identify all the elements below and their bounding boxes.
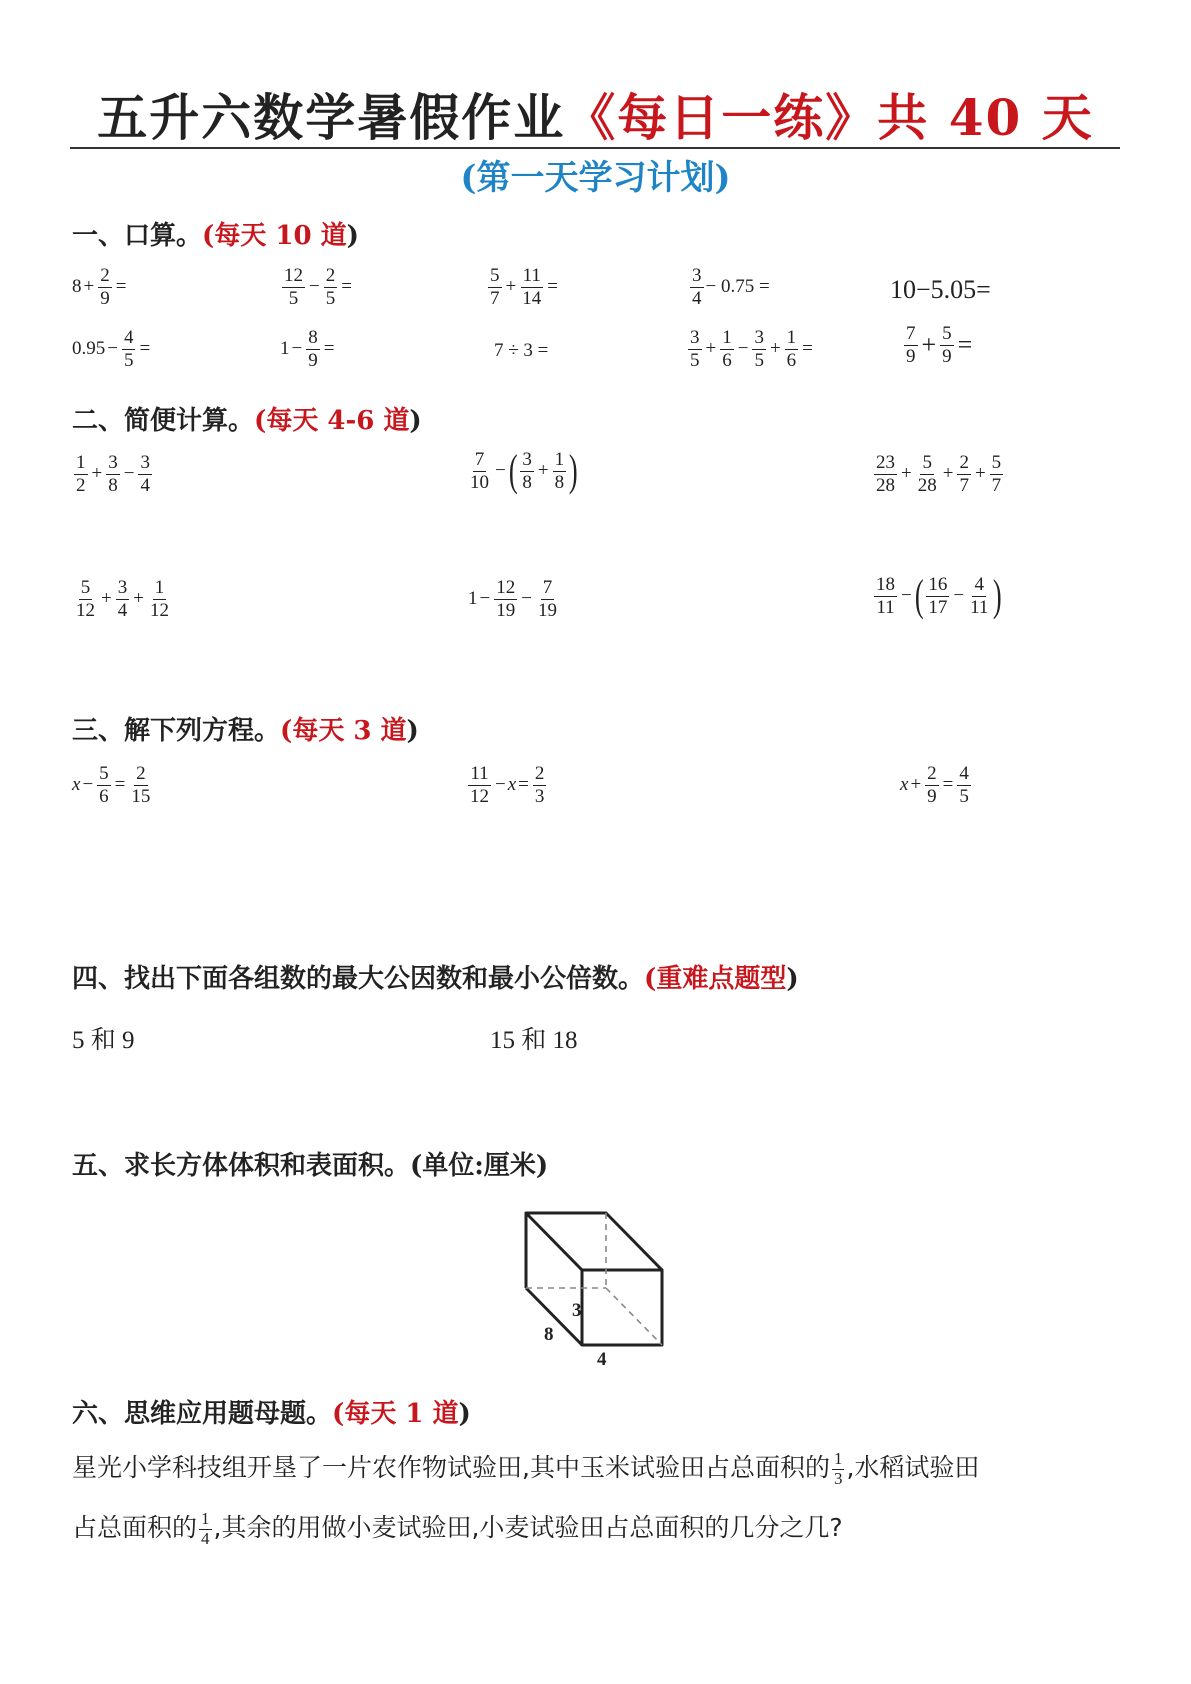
problem-text: 占总面积的: [72, 1513, 198, 1542]
section-heading-word-problem: [72, 1393, 471, 1430]
fraction: [488, 265, 502, 310]
simplify-problem-2: [466, 446, 579, 496]
denominator: 28: [876, 474, 895, 496]
operator: −: [495, 460, 506, 482]
mental-question-1: [72, 265, 128, 310]
numerator: 3: [117, 577, 128, 598]
numerator: 4: [974, 574, 984, 595]
operator: +: [101, 588, 112, 610]
fraction: [968, 574, 990, 619]
page-title: [0, 78, 1191, 150]
denominator: 15: [131, 785, 151, 807]
fraction: [148, 577, 171, 622]
problem-text: 星光小学科技组开垦了一片农作物试验田,其中玉米试验田占总面积的: [72, 1453, 830, 1482]
numerator: 1: [833, 1448, 843, 1468]
numerator: 1: [722, 327, 732, 348]
fraction: [926, 574, 949, 619]
problem-text: ,其余的用做小麦试验田,小麦试验田占总面积的几分之几?: [213, 1513, 843, 1542]
denominator: 7: [959, 474, 969, 496]
denominator: 5: [123, 349, 134, 371]
fraction: [690, 265, 704, 310]
section-note: (每天 4-6 道: [254, 406, 410, 436]
operator: +: [133, 588, 144, 610]
denominator: 3: [534, 785, 545, 807]
operator: −: [82, 774, 94, 796]
variable-x: x: [507, 774, 517, 796]
variable-x: x: [900, 774, 909, 796]
right-paren: ): [569, 446, 578, 496]
section-heading-text: 五、求长方体体积和表面积。(单位:厘米): [72, 1151, 549, 1181]
fraction: [468, 763, 491, 808]
section-heading-text: 四、找出下面各组数的最大公因数和最小公倍数。: [72, 964, 645, 994]
numerator: 1: [201, 1508, 210, 1528]
fraction: [925, 763, 939, 808]
operator: +: [83, 276, 95, 298]
fraction: [785, 327, 799, 372]
numerator: 11: [522, 265, 541, 286]
title-main: 五升六数学暑假作业: [97, 88, 566, 147]
equals-sign: =: [114, 774, 126, 796]
operator: −: [479, 588, 491, 610]
term: 1: [468, 588, 478, 610]
numerator: 1: [554, 449, 565, 470]
mental-question-10: [902, 323, 974, 368]
section-note-close: ): [346, 221, 359, 251]
simplify-problem-1: [72, 452, 154, 497]
equals-sign: =: [802, 338, 813, 360]
word-problem-line-1: [72, 1438, 1122, 1498]
simplify-problem-4: [72, 577, 173, 622]
section-heading-simplify: [72, 400, 422, 437]
numerator: 7: [474, 449, 485, 470]
term: 0.95: [72, 338, 106, 360]
denominator: 4: [692, 287, 702, 309]
operator: −: [521, 588, 532, 610]
fraction: [98, 265, 112, 310]
denominator: 9: [308, 349, 318, 371]
numerator: 2: [136, 763, 146, 784]
fraction: [752, 327, 766, 372]
denominator: 5: [325, 287, 336, 309]
fraction: [990, 452, 1004, 497]
operator: +: [705, 338, 717, 360]
equals-sign: =: [139, 338, 151, 360]
fraction: [468, 449, 491, 494]
term: 8: [72, 276, 82, 298]
numerator: 5: [942, 323, 952, 344]
section-note-close: ): [409, 406, 422, 436]
numerator: 3: [690, 327, 700, 348]
fraction: [282, 265, 305, 310]
denominator: 9: [100, 287, 110, 309]
fraction: [306, 327, 320, 372]
denominator: 17: [928, 596, 948, 618]
operator: −: [107, 338, 118, 360]
equals-sign: =: [957, 330, 973, 360]
numerator: 23: [876, 452, 895, 473]
numerator: 8: [308, 327, 318, 348]
section-heading-gcd-lcm: [72, 958, 799, 995]
denominator: 11: [970, 596, 989, 618]
mental-question-2: [280, 265, 354, 310]
denominator: 5: [959, 785, 969, 807]
numerator: 1: [76, 452, 86, 473]
fraction: [688, 327, 702, 372]
denominator: 19: [537, 599, 557, 621]
simplify-problem-3: [872, 452, 1005, 497]
denominator: 7: [991, 474, 1002, 496]
mental-question-7: [280, 327, 336, 372]
mental-question-6: [72, 327, 152, 372]
cuboid-depth-label: 8: [544, 1324, 554, 1345]
problem-text: ,水稻试验田: [846, 1453, 980, 1482]
operator: −: [901, 585, 912, 607]
section-heading-cuboid: [72, 1145, 548, 1182]
fraction: [97, 763, 111, 808]
denominator: 12: [470, 785, 489, 807]
section-heading-text: 二、简便计算。: [72, 406, 255, 436]
denominator: 8: [108, 474, 118, 496]
denominator: 9: [927, 785, 937, 807]
cuboid-width-label: 4: [597, 1349, 607, 1370]
fraction: [832, 1450, 845, 1488]
operator: +: [537, 460, 549, 482]
expression-text: 10−5.05=: [890, 275, 991, 304]
section-note-close: ): [458, 1399, 471, 1429]
denominator: 9: [906, 345, 916, 367]
denominator: 3: [833, 1468, 843, 1488]
cuboid-top-face: [526, 1213, 662, 1270]
denominator: 11: [876, 596, 895, 618]
left-paren: (: [914, 571, 924, 621]
variable-x: x: [72, 774, 81, 796]
equals-sign: =: [942, 774, 954, 796]
numerator: 1: [786, 327, 797, 348]
denominator: 7: [490, 287, 500, 309]
equals-sign: =: [547, 276, 558, 298]
fraction: [122, 327, 136, 372]
equals-sign: =: [115, 276, 127, 298]
operator: +: [910, 774, 922, 796]
numerator: 5: [991, 452, 1002, 473]
section-heading-mental-math: [72, 215, 359, 252]
equals-sign: =: [518, 774, 529, 796]
section-heading-text: 六、思维应用题母题。: [72, 1399, 333, 1429]
numerator: 5: [490, 265, 500, 286]
fraction: [520, 265, 543, 310]
denominator: 6: [786, 349, 797, 371]
operator: +: [505, 276, 517, 298]
fraction: [138, 452, 152, 497]
denominator: 5: [690, 349, 700, 371]
numerator: 12: [496, 577, 516, 598]
numerator: 3: [754, 327, 764, 348]
operator: −: [309, 276, 320, 298]
mental-question-5: [890, 275, 991, 305]
operator: −: [953, 585, 965, 607]
numerator: 2: [325, 265, 336, 286]
numerator: 18: [876, 574, 895, 595]
operator: −: [291, 338, 303, 360]
cuboid-height-label: 3: [572, 1300, 582, 1321]
section-note-close: ): [406, 716, 419, 746]
mental-question-3: [486, 265, 560, 310]
fraction: [553, 449, 567, 494]
section-note: (每天 3 道: [280, 716, 407, 746]
section-note: (每天 10 道: [202, 221, 347, 251]
numerator: 2: [927, 763, 937, 784]
denominator: 4: [201, 1528, 210, 1548]
expression-rest: − 0.75 =: [705, 276, 770, 298]
cuboid-hidden-edge: [606, 1288, 662, 1345]
numerator: 4: [959, 763, 969, 784]
section-heading-equations: [72, 710, 419, 747]
section-heading-text: 三、解下列方程。: [72, 716, 281, 746]
numerator: 3: [140, 452, 150, 473]
fraction: [874, 574, 897, 619]
denominator: 14: [522, 287, 542, 309]
left-paren: (: [508, 446, 518, 496]
denominator: 5: [754, 349, 764, 371]
fraction: [874, 452, 897, 497]
equation-2: [466, 763, 548, 808]
title-highlight: 《每日一练》共 40 天: [565, 88, 1094, 147]
operator: −: [495, 774, 506, 796]
fraction: [129, 763, 152, 808]
word-problem-line-2: [72, 1498, 1122, 1558]
numerator: 2: [959, 452, 969, 473]
section-note-close: ): [786, 964, 799, 994]
denominator: 4: [140, 474, 150, 496]
equals-sign: =: [323, 338, 335, 360]
mental-question-4: [688, 265, 770, 310]
operator: +: [974, 463, 986, 485]
fraction: [106, 452, 120, 497]
denominator: 6: [722, 349, 732, 371]
denominator: 28: [917, 474, 937, 496]
equals-sign: =: [341, 276, 352, 298]
cuboid-front-face: [582, 1270, 662, 1345]
numerator: 7: [542, 577, 553, 598]
numerator: 5: [99, 763, 109, 784]
fraction: [916, 452, 939, 497]
fraction: [74, 452, 88, 497]
equation-1: [72, 763, 154, 808]
numerator: 12: [284, 265, 303, 286]
denominator: 4: [117, 599, 128, 621]
operator: +: [921, 330, 937, 360]
numerator: 11: [470, 763, 489, 784]
fraction: [536, 577, 559, 622]
numerator: 3: [108, 452, 118, 473]
operator: +: [901, 463, 912, 485]
numerator: 4: [123, 327, 134, 348]
fraction: [116, 577, 130, 622]
operator: +: [942, 463, 954, 485]
simplify-problem-5: [468, 577, 561, 622]
fraction: [533, 763, 547, 808]
numerator: 1: [154, 577, 165, 598]
denominator: 2: [76, 474, 86, 496]
number-pair-1: 5 和 9: [72, 1027, 135, 1054]
fraction: [494, 577, 517, 622]
mental-question-9: [686, 327, 815, 372]
right-paren: ): [993, 571, 1003, 621]
section-note: (每天 1 道: [332, 1399, 459, 1429]
fraction: [520, 449, 534, 494]
numerator: 3: [692, 265, 702, 286]
fraction: [957, 452, 971, 497]
denominator: 8: [554, 471, 565, 493]
denominator: 9: [942, 345, 952, 367]
fraction: [74, 577, 97, 622]
operator: +: [769, 338, 781, 360]
denominator: 8: [522, 471, 532, 493]
fraction: [957, 763, 971, 808]
word-problem-text: [72, 1438, 1122, 1558]
numerator: 5: [922, 452, 932, 473]
fraction: [199, 1510, 212, 1548]
numerator: 5: [80, 577, 91, 598]
equation-3: [900, 763, 973, 808]
numerator: 7: [906, 323, 916, 344]
numerator: 16: [928, 574, 948, 595]
section-note: (重难点题型: [644, 964, 787, 994]
simplify-problem-6: [872, 571, 1003, 621]
number-pair-2: 15 和 18: [490, 1027, 578, 1054]
fraction: [324, 265, 338, 310]
title-divider: [70, 147, 1120, 149]
expression-text: 7 ÷ 3 =: [494, 340, 549, 361]
term: 1: [280, 338, 290, 360]
denominator: 12: [149, 599, 169, 621]
cuboid-figure: [520, 1205, 680, 1370]
numerator: 2: [100, 265, 110, 286]
denominator: 19: [496, 599, 516, 621]
mental-question-8: [494, 340, 548, 362]
numerator: 2: [534, 763, 545, 784]
numerator: 3: [522, 449, 532, 470]
fraction: [904, 323, 918, 368]
fraction: [940, 323, 954, 368]
page-subtitle: (第一天学习计划): [460, 158, 731, 198]
fraction: [720, 327, 734, 372]
operator: −: [737, 338, 749, 360]
denominator: 12: [76, 599, 95, 621]
denominator: 6: [99, 785, 109, 807]
section-heading-text: 一、口算。: [72, 221, 203, 251]
operator: −: [123, 463, 135, 485]
denominator: 10: [470, 471, 489, 493]
denominator: 5: [288, 287, 299, 309]
operator: +: [91, 463, 103, 485]
